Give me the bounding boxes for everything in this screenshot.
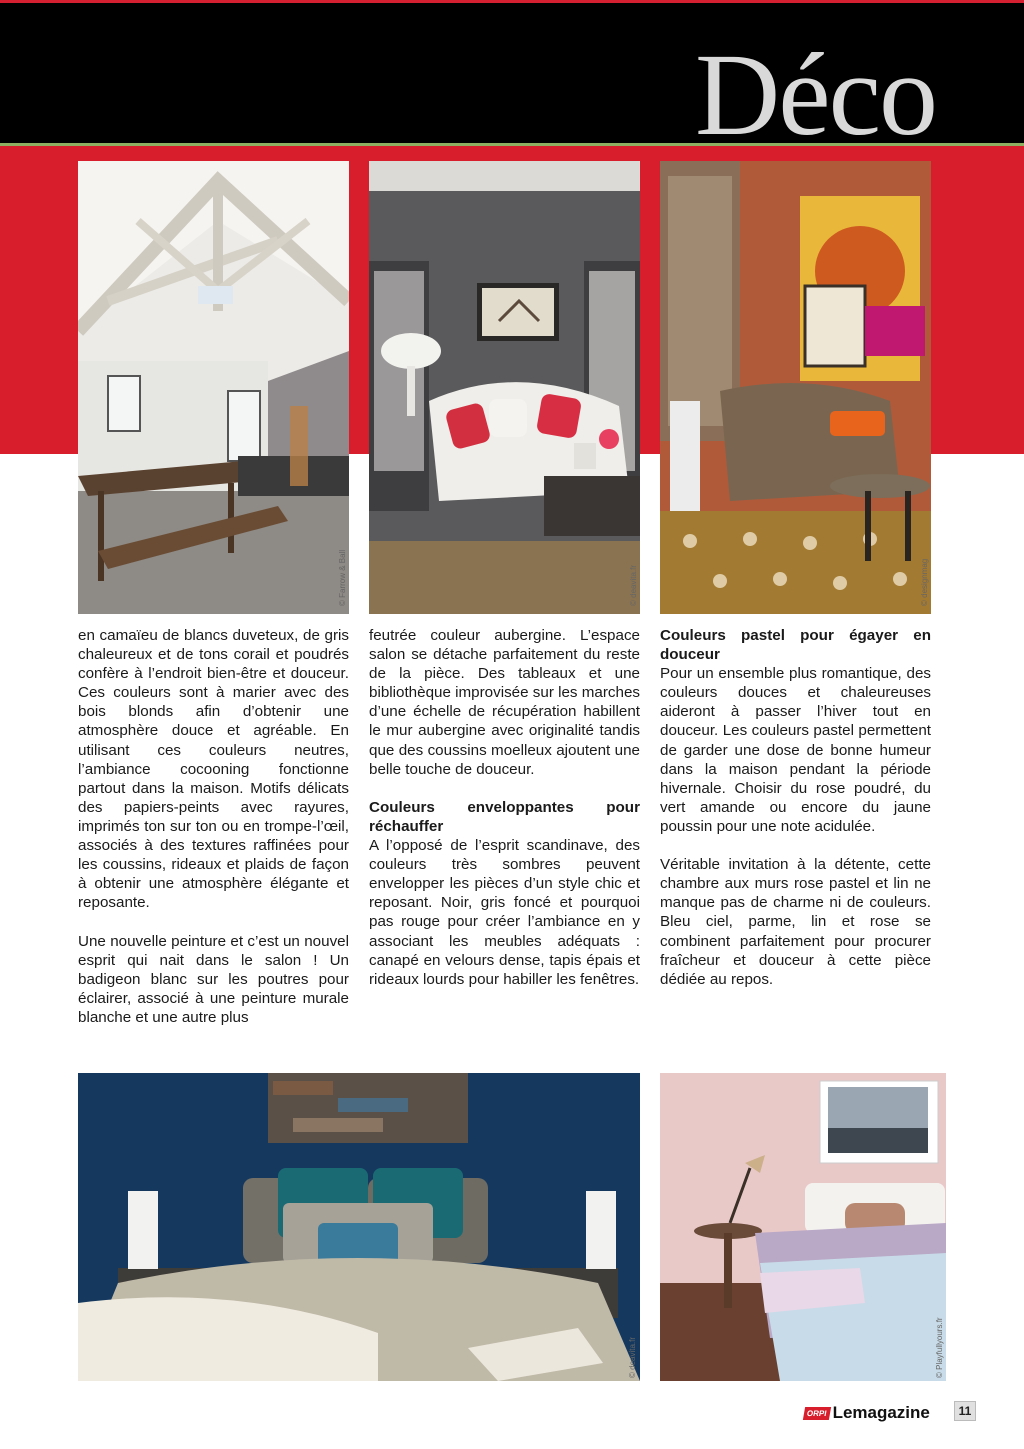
text-column-2 bbox=[369, 626, 640, 1008]
paragraph: en camaïeu de blancs duveteux, de gris chaleureux et de tons corail et poudrés confère à l’endroit bien-être et douceur. Ces couleurs sont à marier avec des bois blonds afin d’obtenir une atmosphère douce et agréable. En utilisant ces couleurs neutres, l’ambiance cocooning fonctionne partout dans la maison. Motifs délicats des papiers-peints avec rayures, imprimés ton sur ton ou en trompe-l’œil, associés à des textures raffinées pour les coussins, rideaux et plaids de façon à obtenir une atmosphère élégante et reposante. bbox=[78, 627, 349, 912]
magazine-brand bbox=[804, 1403, 930, 1423]
photo-credit: © Playfullyours.fr bbox=[935, 1317, 944, 1378]
paragraph: A l’opposé de l’esprit scandinave, des couleurs très sombres peuvent envelopper les pièces d’un style chic et reposant. Noir, gris foncé et pourquoi pas rouge pour créer l’ambiance en y associant les meubles adéquats : canapé en velours dense, tapis épais et rideaux lourds pour habiller les fenêtres. bbox=[369, 837, 640, 988]
photo-credit: © Farrow & Ball bbox=[338, 549, 347, 606]
photo-credit: © deavita.fr bbox=[629, 564, 638, 606]
photo-credit: © designmag bbox=[920, 558, 929, 606]
paragraph: Véritable invitation à la détente, cette chambre aux murs rose pastel et lin ne manque pas de charme ni de couleurs. Bleu ciel, parme, lin et rose se combinent parfaitement pour procurer fraîcheur et douceur à cette pièce dédiée au repos. bbox=[660, 856, 931, 988]
paragraph: feutrée couleur aubergine. L’espace salon se détache parfaitement du reste de la pièce. Des tableaux et une bibliothèque improvisée sur les marches d’une échelle de récupération habillent le mur aubergine avec originalité tandis que des coussins moelleux ajoutent une belle touche de douceur. bbox=[369, 627, 640, 778]
blue-bedroom-photo bbox=[78, 1073, 640, 1381]
page-number: 11 bbox=[954, 1401, 976, 1421]
photo-credit: © deavita.fr bbox=[628, 1336, 637, 1378]
text-column-3 bbox=[660, 626, 931, 1008]
brick-living-room-photo bbox=[660, 161, 931, 614]
section-heading: Couleurs pastel pour égayer en douceur bbox=[660, 627, 931, 664]
grey-living-room-photo bbox=[369, 161, 640, 614]
text-column-1 bbox=[78, 626, 349, 1046]
orpi-logo: ORPI bbox=[803, 1407, 831, 1420]
paragraph: Une nouvelle peinture et c’est un nouvel esprit qui nait dans le salon ! Un badigeon blanc sur les poutres pour éclairer, associé à une peinture murale blanche et une autre plus bbox=[78, 932, 349, 1026]
paragraph: Pour un ensemble plus romantique, des couleurs douces et chaleureuses aideront à passer l’hiver tout en douceur. Les couleurs pastel permettent de garder une dose de bonne humeur dans la maison pendant la période hivernale. Choisir du rose poudré, du vert amande ou encore du jaune poussin pour une note acidulée. bbox=[660, 665, 931, 835]
pink-bedroom-photo bbox=[660, 1073, 946, 1381]
magazine-name: Lemagazine bbox=[832, 1403, 930, 1422]
attic-dining-photo bbox=[78, 161, 349, 614]
section-heading: Couleurs enveloppantes pour réchauffer bbox=[369, 798, 640, 835]
section-title: Déco bbox=[695, 29, 936, 160]
